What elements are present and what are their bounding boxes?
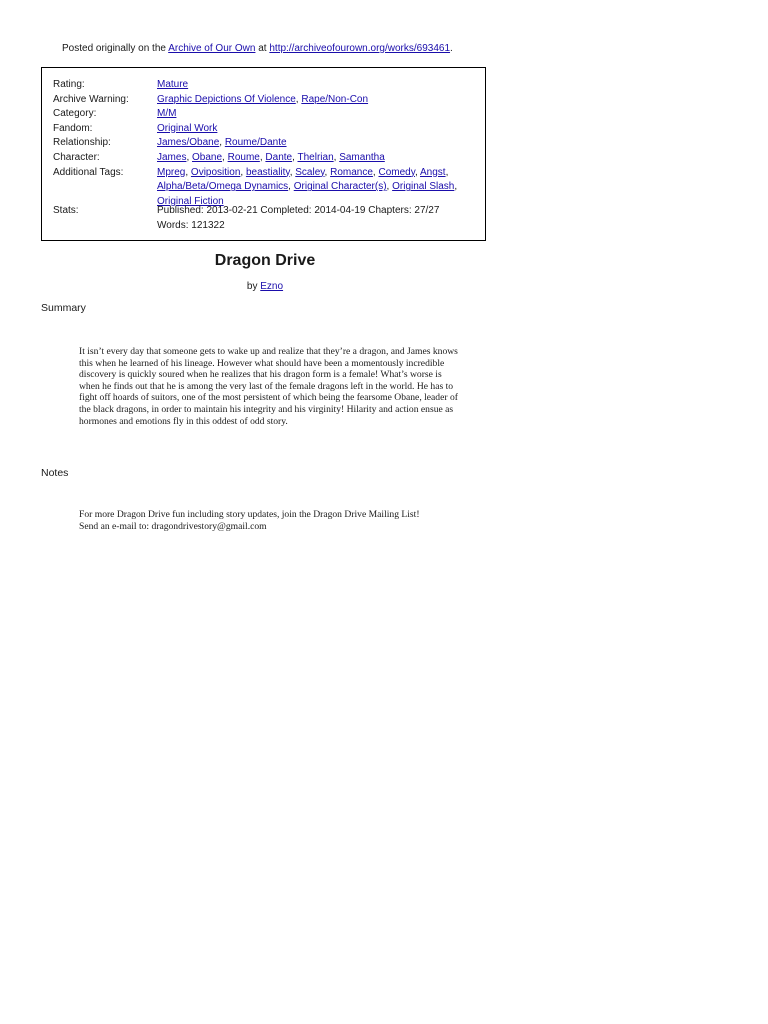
work-url-link[interactable]: http://archiveofourown.org/works/693461 [269, 43, 451, 54]
tag-link[interactable]: Roume [227, 152, 260, 163]
summary-text: It isn’t every day that someone gets to wake up and realize that they’re a dragon, and James knows this when he learned of his lineage. However what should have been a momentously incredible discovery is quickly soured when he realizes that his dragon form is a female! What’s worse is when he finds out that he is among the very last of the female dragons left in the world. He has to fight off hoards of suitors, one of the most persistent of which being the fearsome Obane, leader of the black dragons, in order to maintain his integrity and his virginity! Hilarity and action ensue as hormones and emotions fly in this oddest of odd story. [79, 346, 458, 427]
tag-link[interactable]: Original Fiction [157, 195, 224, 207]
tag-link[interactable]: Original Work [157, 122, 218, 134]
tag-link[interactable]: Alpha/Beta/Omega Dynamics [157, 181, 289, 193]
tag-link[interactable]: Rape/Non-Con [301, 93, 369, 105]
fandom-label: Fandom: [53, 122, 93, 134]
tag-link[interactable]: beastiality [245, 166, 290, 178]
additional-tags-values: Mpreg, Oviposition, beastiality, Scaley, Romance, Comedy, Angst, Alpha/Beta/Omega Dynamics, Original Character(s), Original Slash, Original Fiction [157, 166, 458, 207]
tag-link[interactable]: Romance [330, 166, 373, 178]
work-title: Dragon Drive [214, 252, 316, 269]
rating-label: Rating: [53, 79, 85, 90]
notes-line-email: Send an e-mail to: dragondrivestory@gmail.com [79, 520, 267, 532]
tag-link[interactable]: Angst [419, 166, 446, 178]
additional-tags-label: Additional Tags: [53, 166, 124, 178]
notes-text [79, 509, 459, 532]
category-label: Category: [53, 108, 97, 120]
tag-link[interactable]: Original Slash [392, 181, 455, 193]
tag-link[interactable]: Samantha [339, 152, 385, 163]
by-prefix: by [246, 281, 261, 292]
rating-values [157, 78, 477, 93]
tag-link[interactable]: Original Character(s) [293, 181, 387, 193]
tag-link[interactable]: Comedy [378, 166, 415, 178]
tag-link[interactable]: Thelrian [297, 152, 334, 163]
notes-heading: Notes [41, 467, 69, 479]
tag-link[interactable]: Scaley [295, 166, 325, 178]
stats-values [157, 204, 477, 233]
tag-link[interactable]: Mature [157, 79, 189, 90]
tag-link[interactable]: Graphic Depictions Of Violence [157, 93, 296, 105]
character-values: James, Obane, Roume, Dante, Thelrian, Samantha [157, 152, 385, 163]
work-metadata-box [41, 67, 486, 241]
stats-line-published: Published: 2013-02-21 Completed: 2014-04-19 Chapters: 27/27 [157, 205, 440, 216]
tag-link[interactable]: James [157, 152, 187, 163]
author-link[interactable]: Ezno [260, 281, 284, 292]
posted-middle: at [255, 43, 270, 54]
relationship-label: Relationship: [53, 137, 111, 149]
tag-link[interactable]: Dante [265, 152, 293, 163]
notes-line-mailing-list: For more Dragon Drive fun including story updates, join the Dragon Drive Mailing List! [79, 509, 420, 520]
archive-warning-label: Archive Warning: [53, 93, 129, 105]
summary-heading: Summary [41, 302, 86, 314]
posted-prefix: Posted originally on the [62, 43, 169, 54]
posted-originally-line [62, 43, 453, 54]
tag-link[interactable]: Oviposition [190, 166, 241, 178]
character-label: Character: [53, 152, 100, 163]
fandom-values [157, 122, 477, 137]
tag-link[interactable]: Mpreg [157, 166, 186, 178]
posted-suffix: . [450, 43, 453, 54]
byline [0, 281, 530, 292]
tag-link[interactable]: James/Obane [157, 137, 220, 149]
relationship-values: James/Obane, Roume/Dante [157, 137, 287, 149]
archive-link[interactable]: Archive of Our Own [168, 43, 256, 54]
tag-link[interactable]: Roume/Dante [224, 137, 287, 149]
category-values [157, 107, 477, 122]
stats-label: Stats: [53, 205, 79, 216]
tag-link[interactable]: M/M [157, 108, 177, 120]
tag-link[interactable]: Obane [192, 152, 223, 163]
archive-warning-values: Graphic Depictions Of Violence, Rape/Non-Con [157, 93, 369, 105]
stats-line-words: Words: 121322 [157, 219, 225, 231]
